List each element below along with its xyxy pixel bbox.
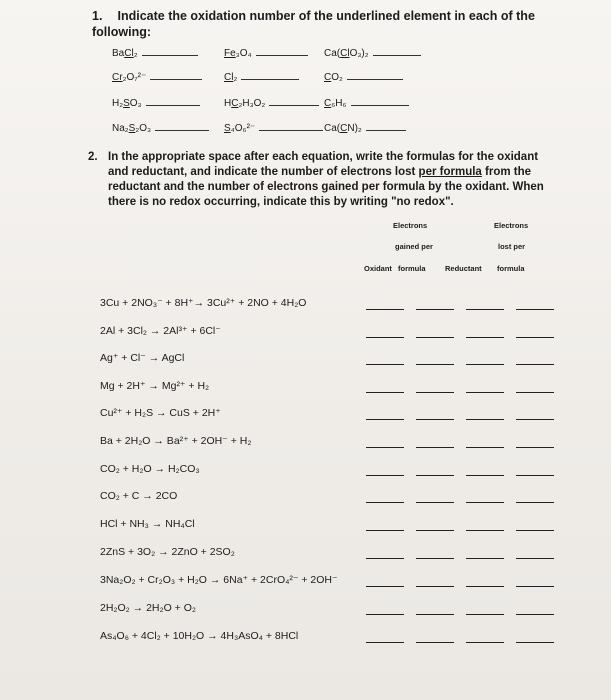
answer-line[interactable] — [366, 447, 404, 448]
formula-prefix: Ba — [112, 48, 125, 59]
formula-suffix: ₄O₆²⁻ — [230, 123, 256, 134]
answer-blank[interactable] — [259, 121, 323, 131]
question-2-text-b: from the reductant and the number of electrons gained per formula by the oxidant. When there is no redox occurring, indicate this by writing "no redox". — [108, 166, 544, 208]
question-1-number: 1. — [92, 9, 103, 23]
answer-line[interactable] — [466, 337, 504, 338]
underlined-element: C — [324, 98, 332, 109]
underlined-element: S — [224, 123, 231, 134]
answer-line[interactable] — [366, 419, 404, 420]
answer-line[interactable] — [416, 642, 454, 643]
question-1-prompt — [92, 8, 592, 40]
oxidation-item — [324, 70, 403, 83]
answer-line[interactable] — [466, 642, 504, 643]
answer-line[interactable] — [516, 447, 554, 448]
underlined-element: S — [128, 123, 136, 134]
answer-line[interactable] — [466, 419, 504, 420]
answer-line[interactable] — [466, 614, 504, 615]
answer-blank[interactable] — [269, 96, 319, 106]
answer-line[interactable] — [416, 558, 454, 559]
redox-equation: 2Al + 3Cl₂ → 2Al³⁺ + 6Cl⁻ — [100, 325, 221, 337]
answer-line[interactable] — [366, 337, 404, 338]
header-reductant: Reductant — [445, 264, 482, 273]
answer-line[interactable] — [516, 530, 554, 531]
answer-line[interactable] — [466, 392, 504, 393]
formula-suffix: ₂O₇²⁻ — [122, 72, 147, 83]
question-2-number: 2. — [88, 151, 98, 163]
formula-suffix: ₂ — [233, 72, 238, 83]
oxidation-item — [224, 70, 299, 83]
answer-line[interactable] — [366, 475, 404, 476]
redox-equation: As₄O₆ + 4Cl₂ + 10H₂O → 4H₃AsO₄ + 8HCl — [100, 630, 299, 642]
answer-line[interactable] — [516, 475, 554, 476]
answer-line[interactable] — [516, 502, 554, 503]
answer-line[interactable] — [366, 364, 404, 365]
oxidation-item — [224, 121, 323, 134]
answer-line[interactable] — [416, 614, 454, 615]
answer-line[interactable] — [366, 530, 404, 531]
header-oxidant: Oxidant — [364, 264, 392, 273]
header-formula-lost: formula — [497, 264, 525, 273]
answer-line[interactable] — [466, 475, 504, 476]
formula-prefix: Ca( — [324, 123, 341, 134]
header-lost-per: lost per — [498, 242, 526, 251]
question-2-prompt — [88, 150, 548, 210]
answer-line[interactable] — [366, 642, 404, 643]
oxidation-item — [224, 46, 308, 59]
header-gained-per: gained per — [395, 242, 433, 251]
formula-suffix: O₂ — [331, 72, 343, 83]
answer-line[interactable] — [466, 447, 504, 448]
redox-equation: CO₂ + C → 2CO — [100, 490, 178, 502]
answer-line[interactable] — [516, 586, 554, 587]
answer-line[interactable] — [416, 447, 454, 448]
redox-equation: HCl + NH₃ → NH₄Cl — [100, 518, 195, 530]
formula-suffix: ₃O₄ — [235, 48, 252, 59]
oxidation-item — [112, 96, 200, 109]
answer-line[interactable] — [466, 309, 504, 310]
redox-equation: Cu²⁺ + H₂S → CuS + 2H⁺ — [100, 407, 221, 419]
answer-line[interactable] — [366, 586, 404, 587]
formula-prefix: H — [224, 98, 232, 109]
answer-line[interactable] — [516, 642, 554, 643]
formula-suffix: O₃)₂ — [349, 48, 369, 59]
answer-line[interactable] — [416, 364, 454, 365]
answer-line[interactable] — [416, 530, 454, 531]
underlined-element: Cl — [124, 48, 134, 59]
oxidation-item — [224, 96, 319, 109]
answer-line[interactable] — [516, 614, 554, 615]
answer-line[interactable] — [516, 364, 554, 365]
question-1-text: Indicate the oxidation number of the underlined element in each of the following: — [92, 9, 535, 39]
answer-line[interactable] — [416, 475, 454, 476]
formula-suffix: N)₂ — [347, 123, 362, 134]
redox-equation: Ba + 2H₂O → Ba²⁺ + 2OH⁻ + H₂ — [100, 435, 252, 447]
underlined-element: C — [340, 123, 348, 134]
answer-line[interactable] — [416, 337, 454, 338]
question-2-text — [108, 150, 548, 210]
answer-blank[interactable] — [146, 96, 200, 106]
formula-suffix: O₃ — [129, 98, 142, 109]
redox-equation: 3Cu + 2NO₃⁻ + 8H⁺→ 3Cu²⁺ + 2NO + 4H₂O — [100, 297, 307, 309]
redox-equation: 2ZnS + 3O₂ → 2ZnO + 2SO₂ — [100, 546, 235, 558]
answer-blank[interactable] — [150, 70, 202, 80]
underlined-element: Cl — [340, 48, 350, 59]
answer-line[interactable] — [366, 558, 404, 559]
header-electrons-gained: Electrons — [393, 221, 428, 230]
oxidation-item — [324, 121, 406, 134]
answer-line[interactable] — [516, 337, 554, 338]
underlined-element: Fe — [224, 48, 236, 59]
redox-equation: 2H₂O₂ → 2H₂O + O₂ — [100, 602, 196, 614]
underlined-element: Cl — [224, 72, 234, 83]
underlined-element: C — [231, 98, 239, 109]
answer-blank[interactable] — [155, 121, 209, 131]
answer-line[interactable] — [416, 309, 454, 310]
answer-blank[interactable] — [351, 96, 409, 106]
underlined-element: Cr — [112, 72, 123, 83]
answer-blank[interactable] — [142, 46, 198, 56]
answer-line[interactable] — [366, 614, 404, 615]
answer-blank[interactable] — [347, 70, 403, 80]
answer-line[interactable] — [366, 392, 404, 393]
answer-line[interactable] — [466, 586, 504, 587]
answer-line[interactable] — [416, 392, 454, 393]
answer-line[interactable] — [516, 558, 554, 559]
formula-suffix: ₂O₃ — [135, 123, 152, 134]
answer-line[interactable] — [516, 419, 554, 420]
answer-line[interactable] — [366, 502, 404, 503]
answer-blank[interactable] — [366, 121, 406, 131]
oxidation-item — [112, 46, 198, 59]
redox-equation: Mg + 2H⁺ → Mg²⁺ + H₂ — [100, 380, 210, 392]
oxidation-item — [324, 46, 421, 59]
answer-line[interactable] — [416, 586, 454, 587]
redox-equation: Ag⁺ + Cl⁻ → AgCl — [100, 352, 185, 364]
answer-blank[interactable] — [373, 46, 421, 56]
answer-line[interactable] — [466, 530, 504, 531]
answer-line[interactable] — [516, 392, 554, 393]
answer-line[interactable] — [466, 502, 504, 503]
question-2-text-underlined: per formula — [418, 166, 482, 178]
answer-line[interactable] — [466, 364, 504, 365]
formula-suffix: ₆H₆ — [331, 98, 347, 109]
answer-line[interactable] — [416, 502, 454, 503]
oxidation-item — [112, 121, 209, 134]
answer-line[interactable] — [466, 558, 504, 559]
formula-prefix: Ca( — [324, 48, 341, 59]
redox-equation: 3Na₂O₂ + Cr₂O₃ + H₂O → 6Na⁺ + 2CrO₄²⁻ + 2OH⁻ — [100, 574, 338, 586]
question-2-text-a: In the appropriate space after each equation, write the formulas for the oxidant and reductant, and indicate the number of electrons lost — [108, 151, 539, 178]
answer-blank[interactable] — [256, 46, 308, 56]
oxidation-item — [112, 70, 202, 83]
answer-line[interactable] — [416, 419, 454, 420]
formula-prefix: H₂ — [112, 98, 124, 109]
oxidation-item — [324, 96, 409, 109]
formula-suffix: ₂ — [133, 48, 138, 59]
formula-prefix: Na₂ — [112, 123, 129, 134]
answer-line[interactable] — [516, 309, 554, 310]
formula-suffix: ₂H₃O₂ — [238, 98, 266, 109]
header-electrons-lost: Electrons — [494, 221, 529, 230]
underlined-element: S — [123, 98, 130, 109]
redox-equation: CO₂ + H₂O → H₂CO₃ — [100, 463, 200, 475]
underlined-element: C — [324, 72, 332, 83]
header-formula-gained: formula — [398, 264, 426, 273]
answer-line[interactable] — [366, 309, 404, 310]
answer-blank[interactable] — [241, 70, 299, 80]
